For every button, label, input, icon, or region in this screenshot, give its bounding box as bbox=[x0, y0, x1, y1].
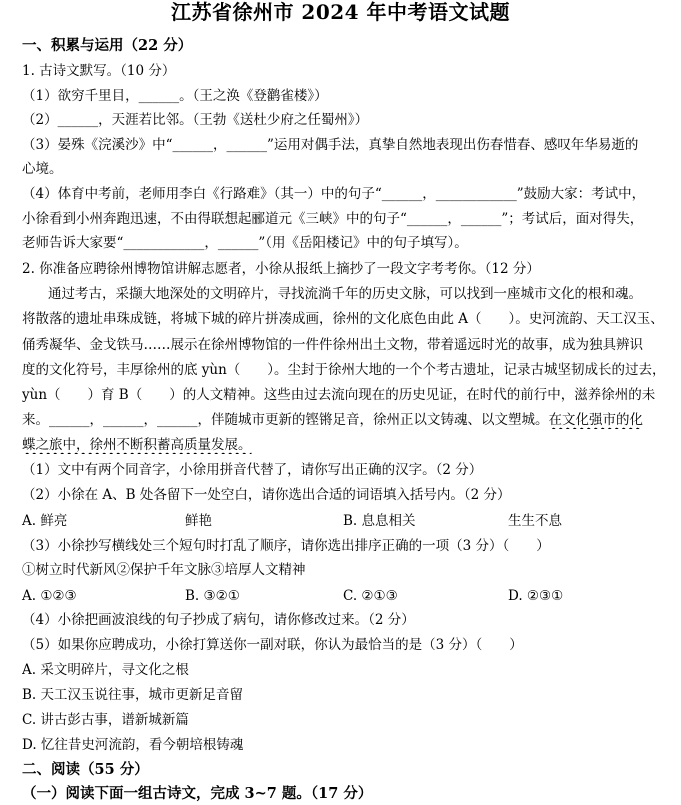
q2-stem: 2. 你准备应聘徐州博物馆讲解志愿者，小徐从报纸上摘抄了一段文字考考你。（12 分） bbox=[22, 261, 540, 277]
sq3-option-a: A. ①②③ bbox=[22, 588, 77, 604]
passage-line-6 bbox=[22, 411, 671, 429]
q1-sub4-line1: （4）体育中考前，老师用李白《行路难》（其一）中的句子“______，____________”鼓励大家：考试中， bbox=[22, 186, 646, 202]
sq5-option-b: B. 天工汉玉说往事，城市更新足音留 bbox=[22, 687, 244, 703]
sq3-option-c: C. ②①③ bbox=[343, 588, 398, 604]
sq3-option-d: D. ②③① bbox=[508, 588, 564, 604]
q2-sub3: （3）小徐抄写横线处三个短句时打乱了顺序，请你选出排序正确的一项（3 分）（ ） bbox=[22, 538, 550, 554]
wavy-sentence-part1: 在文化强市的化 bbox=[548, 412, 643, 428]
sq3-option-b: B. ③②① bbox=[185, 588, 240, 604]
section-2-heading: 二、阅读（55 分） bbox=[22, 761, 149, 778]
sq5-option-d: D. 忆往昔史河流韵，看今朝培根铸魂 bbox=[22, 737, 244, 753]
passage-line-4: 度的文化符号，丰厚徐州的底 yùn（ ）。尘封于徐州大地的一个个考古遗址，记录古城坚韧成长的过去， bbox=[22, 362, 666, 378]
q1-sub1: （1）欲穷千里目，______。（王之涣《登鹳雀楼》） bbox=[22, 88, 328, 104]
q2-sub4: （4）小徐把画波浪线的句子抄成了病句，请你修改过来。（2 分） bbox=[22, 612, 415, 628]
section-2-subheading: （一）阅读下面一组古诗文，完成 3~7 题。（17 分） bbox=[22, 785, 373, 802]
q1-sub2: （2）______，天涯若比邻。（王勃《送杜少府之任蜀州》） bbox=[22, 112, 369, 128]
sq5-option-c: C. 讲古彭古事，谱新城新篇 bbox=[22, 712, 189, 728]
page-title: 江苏省徐州市 2024 年中考语文试题 bbox=[170, 0, 511, 24]
passage-line-7 bbox=[22, 436, 671, 454]
passage-line-3: 俑秀凝华、金戈铁马……展示在徐州博物馆的一件件徐州出土文物，带着遥远时光的故事，成为独具辨识 bbox=[22, 337, 643, 353]
passage-line-6-text: 来。______，______，______，伴随城市更新的铿锵足音，徐州正以文铸魂、以文塑城。 bbox=[22, 412, 549, 428]
sq2-option-b1: B. 息息相关 bbox=[343, 513, 416, 529]
passage-line-1: 通过考古，采撷大地深处的文明碎片，寻找流淌千年的历史文脉，可以找到一座城市文化的根和魂。 bbox=[48, 286, 642, 302]
sq3-items: ①树立时代新风②保护千年文脉③培厚人文精神 bbox=[22, 562, 306, 578]
q2-sub5: （5）如果你应聘成功，小徐打算送你一副对联，你认为最恰当的是（3 分）（ ） bbox=[22, 637, 523, 653]
q2-sub2: （2）小徐在 A、B 处各留下一处空白，请你选出合适的词语填入括号内。（2 分） bbox=[22, 487, 511, 503]
section-1-heading: 一、积累与运用（22 分） bbox=[22, 37, 193, 54]
q1-sub3-line1: （3）晏殊《浣溪沙》中“______，______”运用对偶手法，真挚自然地表现出伤春惜春、感叹年华易逝的 bbox=[22, 137, 639, 153]
sq5-option-a: A. 采文明碎片，寻文化之根 bbox=[22, 662, 189, 678]
q2-sub1: （1）文中有两个同音字，小徐用拼音代替了，请你写出正确的汉字。（2 分） bbox=[22, 462, 483, 478]
passage-line-5: yùn（ ）育 B（ ）的人文精神。这些由过去流向现在的历史见证，在时代的前行中，滋养徐州的未 bbox=[22, 387, 656, 403]
sq2-option-a1: A. 鲜亮 bbox=[22, 513, 68, 529]
sq2-option-a2: 鲜艳 bbox=[185, 513, 212, 529]
q1-stem: 1. 古诗文默写。（10 分） bbox=[22, 63, 176, 79]
q1-sub3-line2: 心境。 bbox=[22, 161, 63, 177]
sq2-option-b2: 生生不息 bbox=[508, 513, 562, 529]
q1-sub4-line2: 小徐看到小州奔跑迅速，不由得联想起郦道元《三峡》中的句子“______，______”；考试后，面对得失， bbox=[22, 211, 644, 227]
wavy-sentence-part2: 蝶之旅中，徐州不断积蓄高质量发展。 bbox=[22, 437, 252, 453]
passage-line-2: 将散落的遗址串珠成链，将城下城的碎片拼凑成画，徐州的文化底色由此 A（ ）。史河流韵、天工汉玉、 bbox=[22, 311, 664, 327]
q1-sub4-line3: 老师告诉大家要“____________，______”（用《岳阳楼记》中的句子填写）。 bbox=[22, 235, 468, 251]
